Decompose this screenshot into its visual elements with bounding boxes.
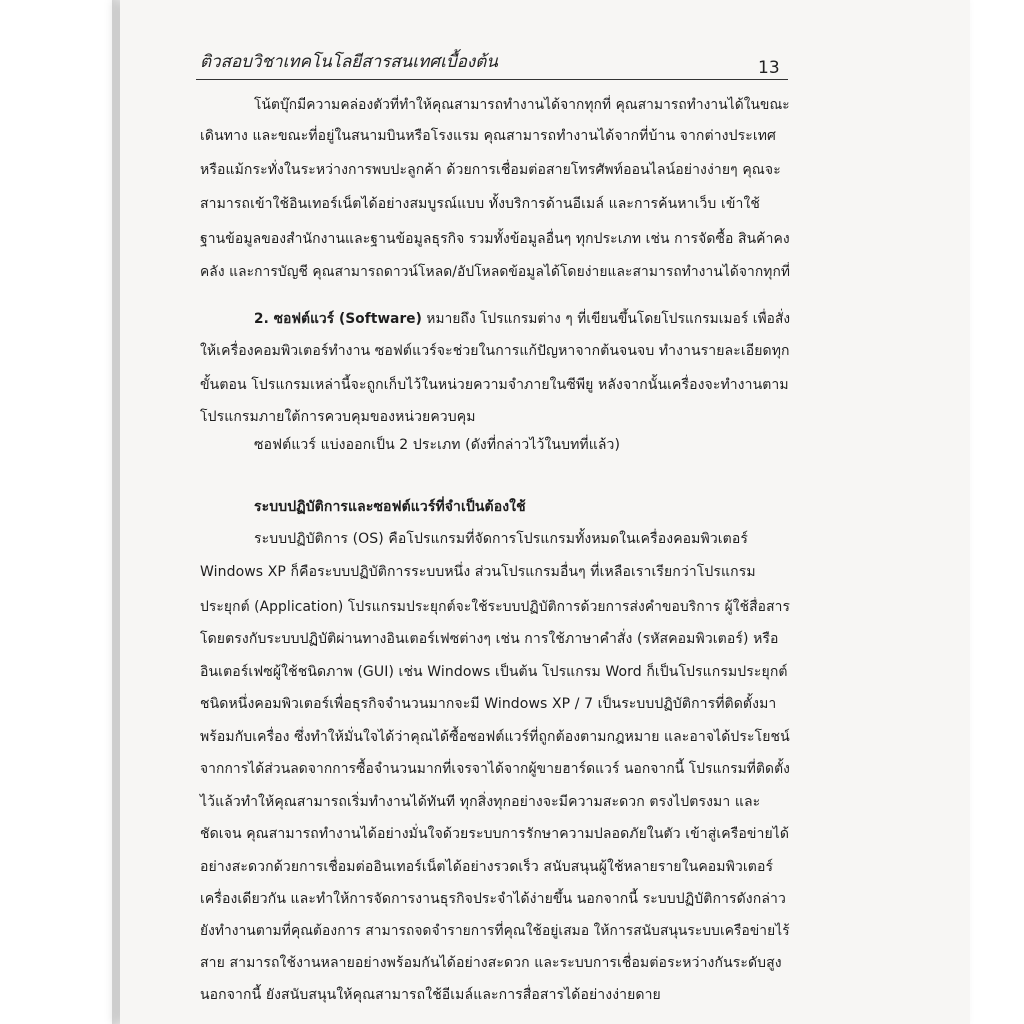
paragraph-line: คลัง และการบัญชี คุณสามารถดาวน์โหลด/อัปโหลดข้อมูลได้โดยง่ายและสามารถทำงานได้จากทุกที่ <box>200 264 791 280</box>
paragraph-line: โปรแกรมภายใต้การควบคุมของหน่วยควบคุม <box>200 409 476 425</box>
paragraph-line: ชนิดหนึ่งคอมพิวเตอร์เพื่อธุรกิจจำนวนมากจะมี Windows XP / 7 เป็นระบบปฏิบัติการที่ติดตั้งมา <box>200 696 777 712</box>
page-number: 13 <box>758 58 780 78</box>
paragraph-line: เดินทาง และขณะที่อยู่ในสนามบินหรือโรงแรม คุณสามารถทำงานได้จากที่บ้าน จากต่างประเทศ <box>200 128 777 144</box>
os-section-heading: ระบบปฏิบัติการและซอฟต์แวร์ที่จำเป็นต้องใช้ <box>254 499 526 515</box>
paragraph-line: ไว้แล้วทำให้คุณสามารถเริ่มทำงานได้ทันที ทุกสิ่งทุกอย่างจะมีความสะดวก ตรงไปตรงมา และ <box>200 794 761 810</box>
paragraph-line: ขั้นตอน โปรแกรมเหล่านี้จะถูกเก็บไว้ในหน่วยความจำภายในซีพียู หลังจากนั้นเครื่องจะทำงานตาม <box>200 377 789 393</box>
header-rule <box>196 79 788 80</box>
paragraph-line: ฐานข้อมูลของสำนักงานและฐานข้อมูลธุรกิจ รวมทั้งข้อมูลอื่นๆ ทุกประเภท เช่น การจัดซื้อ สินค้าคง <box>200 231 790 247</box>
paragraph-line: ซอฟต์แวร์ แบ่งออกเป็น 2 ประเภท (ดังที่กล่าวไว้ในบทที่แล้ว) <box>254 437 621 453</box>
paragraph-line: นอกจากนี้ ยังสนับสนุนให้คุณสามารถใช้อีเมล์และการสื่อสารได้อย่างง่ายดาย <box>200 987 661 1003</box>
section-2-text: หมายถึง โปรแกรมต่าง ๆ ที่เขียนขึ้นโดยโปรแกรมเมอร์ เพื่อสั่ง <box>421 311 791 327</box>
paragraph-line: อินเตอร์เฟซผู้ใช้ชนิดภาพ (GUI) เช่น Windows เป็นต้น โปรแกรม Word ก็เป็นโปรแกรมประยุกต์ <box>200 664 788 680</box>
paragraph-line: โน้ตบุ๊กมีความคล่องตัวที่ทำให้คุณสามารถทำงานได้จากทุกที่ คุณสามารถทำงานได้ในขณะ <box>254 97 790 113</box>
paragraph-line: ระบบปฏิบัติการ (OS) คือโปรแกรมที่จัดการโปรแกรมทั้งหมดในเครื่องคอมพิวเตอร์ <box>254 531 748 547</box>
paragraph-line: พร้อมกับเครื่อง ซึ่งทำให้มั่นใจได้ว่าคุณได้ซื้อซอฟต์แวร์ที่ถูกต้องตามกฎหมาย และอาจได้ประโยชน์ <box>200 729 790 745</box>
paragraph-line: โดยตรงกับระบบปฏิบัติผ่านทางอินเตอร์เฟซต่างๆ เช่น การใช้ภาษาคำสั่ง (รหัสคอมพิวเตอร์) หรือ <box>200 631 779 647</box>
paragraph-line: สาย สามารถใช้งานหลายอย่างพร้อมกันได้อย่างสะดวก และระบบการเชื่อมต่อระหว่างกันระดับสูง <box>200 955 782 971</box>
section-2-line <box>254 308 790 330</box>
paragraph-line: ให้เครื่องคอมพิวเตอร์ทำงาน ซอฟต์แวร์จะช่วยในการแก้ปัญหาจากต้นจนจบ ทำงานรายละเอียดทุก <box>200 343 790 359</box>
running-head: ติวสอบวิชาเทคโนโลยีสารสนเทศเบื้องต้น <box>200 52 498 72</box>
paragraph-line: อย่างสะดวกด้วยการเชื่อมต่ออินเทอร์เน็ตได้อย่างรวดเร็ว สนับสนุนผู้ใช้หลายรายในคอมพิวเตอร์ <box>200 859 774 875</box>
paragraph-line: เครื่องเดียวกัน และทำให้การจัดการงานธุรกิจประจำได้ง่ายขึ้น นอกจากนี้ ระบบปฏิบัติการดังกล่าว <box>200 891 786 907</box>
paragraph-line: หรือแม้กระทั่งในระหว่างการพบปะลูกค้า ด้วยการเชื่อมต่อสายโทรศัพท์ออนไลน์อย่างง่ายๆ คุณจะ <box>200 162 781 178</box>
section-2-heading: 2. ซอฟต์แวร์ (Software) <box>254 311 422 327</box>
paragraph-line: ประยุกต์ (Application) โปรแกรมประยุกต์จะใช้ระบบปฏิบัติการด้วยการส่งคำขอบริการ ผู้ใช้สื่อสาร <box>200 599 790 615</box>
paragraph-line: จากการได้ส่วนลดจากการซื้อจำนวนมากที่เจรจาได้จากผู้ขายฮาร์ดแวร์ นอกจากนี้ โปรแกรมที่ติดตั้ง <box>200 761 790 777</box>
paragraph-line: ชัดเจน คุณสามารถทำงานได้อย่างมั่นใจด้วยระบบการรักษาความปลอดภัยในตัว เข้าสู่เครือข่ายได้ <box>200 826 790 842</box>
paragraph-line: Windows XP ก็คือระบบปฏิบัติการระบบหนึ่ง ส่วนโปรแกรมอื่นๆ ที่เหลือเราเรียกว่าโปรแกรม <box>200 564 756 580</box>
paragraph-line: ยังทำงานตามที่คุณต้องการ สามารถจดจำรายการที่คุณใช้อยู่เสมอ ให้การสนับสนุนระบบเครือข่ายไร้ <box>200 923 790 939</box>
paragraph-line: สามารถเข้าใช้อินเทอร์เน็ตได้อย่างสมบูรณ์แบบ ทั้งบริการด้านอีเมล์ และการค้นหาเว็บ เข้าใช้ <box>200 196 761 212</box>
